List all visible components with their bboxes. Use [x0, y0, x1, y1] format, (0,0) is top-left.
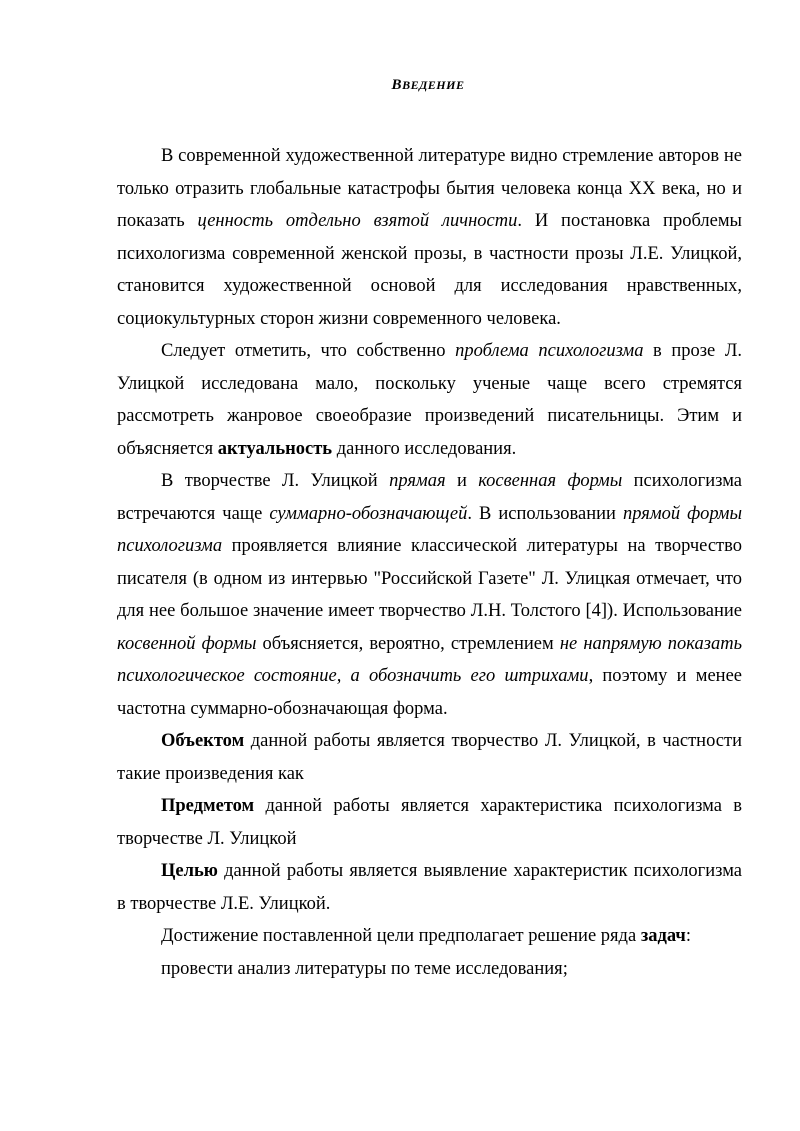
text-segment: . И постановка проблемы психологизма современной женской прозы, в частности прозы Л.Е. Улицкой, становится художественной основой для исследования нравственных, социокультурных сторон жизни современного человека.	[117, 211, 742, 329]
italic-phrase: ценность отдельно взятой личности	[197, 211, 518, 231]
italic-phrase: косвенная формы	[478, 471, 623, 491]
paragraph-tasks-intro	[117, 920, 742, 953]
text-segment: проявляется влияние классической литературы на творчество писателя (в одном из интервью "Российской Газете" Л. Улицкая отмечает, что для нее большое значение имеет творчество Л.Н. Толстого [4]). Использование	[117, 536, 742, 621]
paragraph-subject	[117, 790, 742, 855]
text-segment: данной работы является творчество Л. Улицкой, в частности такие произведения как	[117, 731, 742, 784]
text-segment: данного исследования.	[332, 438, 517, 459]
bold-term: Целью	[161, 861, 218, 881]
italic-phrase: косвенной формы	[117, 633, 257, 654]
bold-term: Объектом	[161, 731, 245, 751]
text-segment: данной работы является выявление характеристик психологизма в творчестве Л.Е. Улицкой.	[117, 861, 742, 914]
text-segment: В творчестве Л. Улицкой	[161, 471, 390, 491]
paragraph-1	[117, 140, 742, 335]
text-segment: В современной художественной литературе видно стремление авторов не только отразить глобальные катастрофы бытия человека конца XX века, но и показать	[117, 146, 742, 231]
text-segment: психологизма встречаются чаще	[117, 471, 742, 524]
paragraph-2	[117, 335, 742, 465]
paragraph-task-1	[117, 953, 742, 986]
text-segment: , поэтому и менее частотна суммарно-обозначающая форма.	[117, 666, 742, 719]
bold-term: Предметом	[161, 796, 255, 816]
text-segment: данной работы является характеристика психологизма в творчестве Л. Улицкой	[117, 796, 742, 849]
bold-term: актуальность	[217, 438, 333, 459]
text-segment: провести анализ литературы по теме исследования;	[161, 958, 568, 979]
bold-term: задач	[640, 926, 686, 946]
text-segment: Достижение поставленной цели предполагает решение ряда	[161, 926, 641, 946]
text-segment: и	[445, 471, 479, 491]
text-segment: :	[685, 926, 691, 946]
text-segment: объясняется, вероятно, стремлением	[256, 633, 560, 654]
text-segment: в прозе Л. Улицкой исследована мало, поскольку ученые чаще всего стремятся рассмотреть жанровое своеобразие произведений писательницы. Этим и объясняется	[117, 341, 742, 459]
italic-phrase: прямой формы психологизма	[117, 503, 742, 556]
paragraph-3	[117, 465, 742, 725]
italic-phrase: суммарно-обозначающей	[269, 503, 468, 524]
paragraph-goal	[117, 855, 742, 920]
italic-phrase: проблема психологизма	[455, 341, 644, 361]
paragraph-object	[117, 725, 742, 790]
italic-phrase: не напрямую показать психологическое состояние, а обозначить его штрихами	[117, 633, 742, 686]
document-body	[117, 140, 742, 985]
italic-phrase: прямая	[389, 471, 446, 491]
title-rest: ВЕДЕНИЕ	[402, 78, 465, 92]
text-segment: . В использовании	[467, 503, 623, 524]
text-segment: Следует отметить, что собственно	[161, 341, 456, 361]
page-title	[0, 75, 800, 95]
title-first-letter: В	[391, 77, 403, 93]
